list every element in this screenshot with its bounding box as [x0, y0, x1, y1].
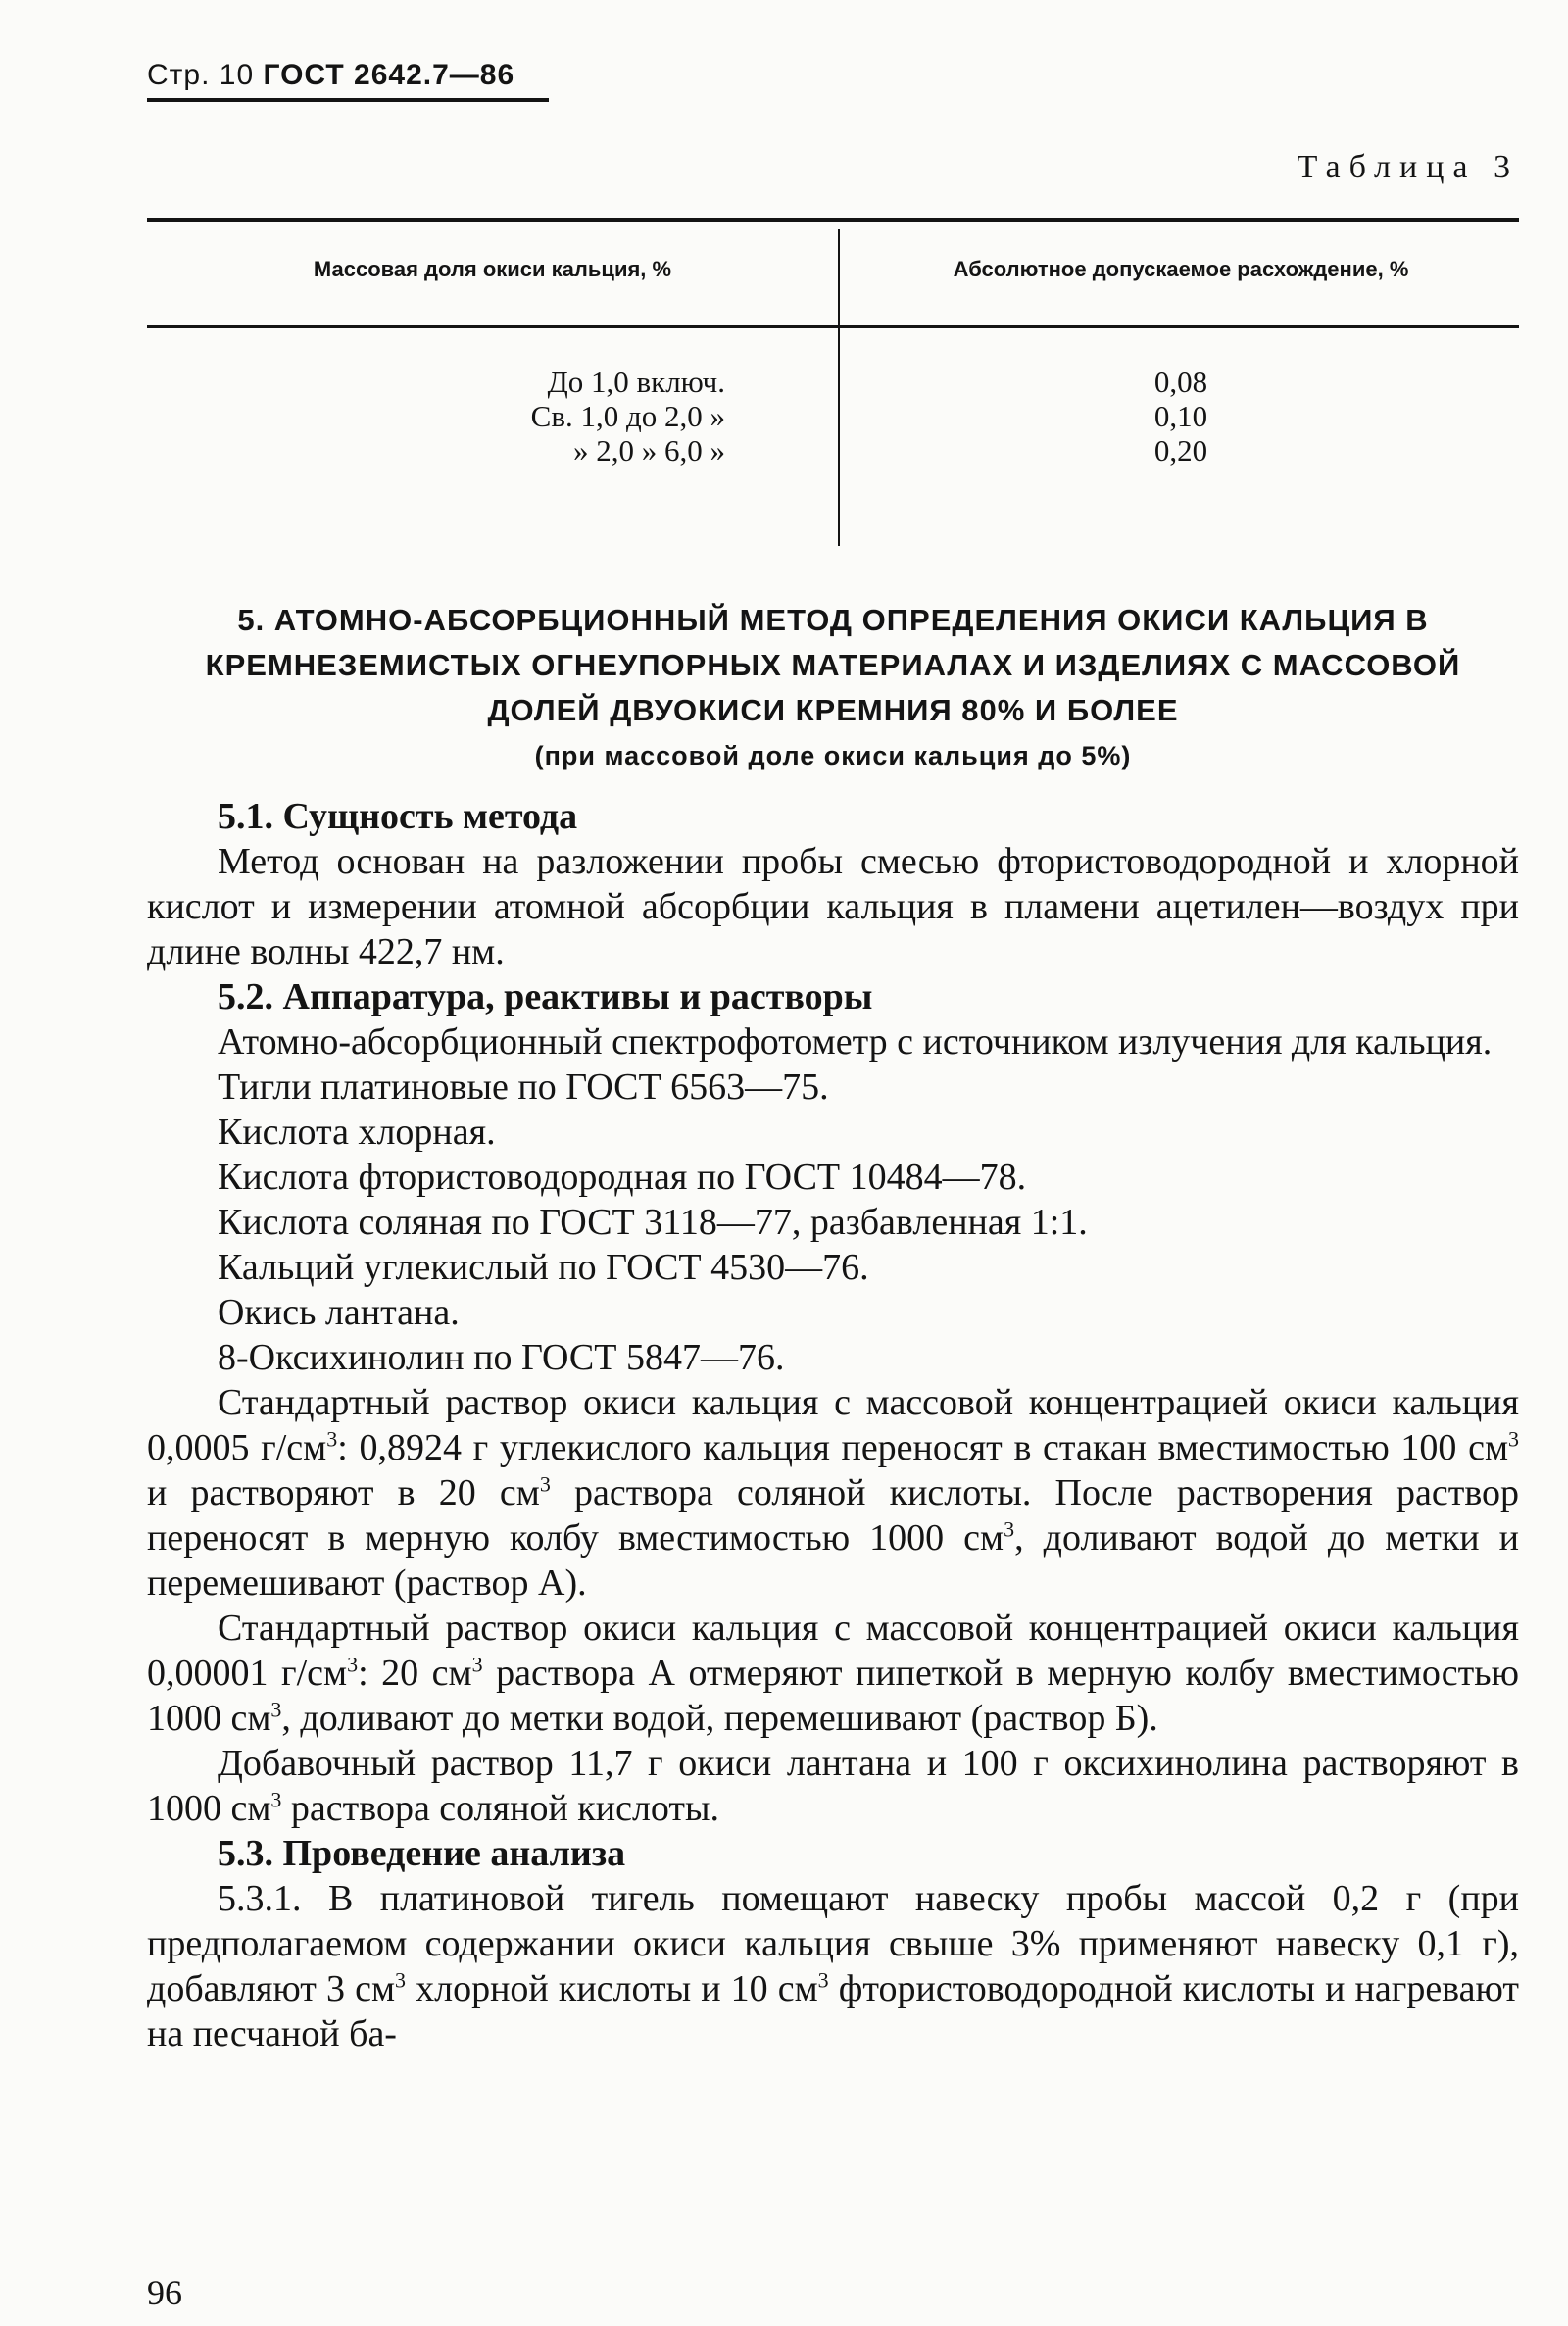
tolerance-table [147, 218, 1519, 546]
table-top-rule [147, 218, 1519, 222]
table-header-rule [147, 325, 1519, 328]
list-item: Тигли платиновые по ГОСТ 6563—75. [218, 1066, 829, 1108]
tolerance-column [843, 365, 1519, 468]
table-cell-value: 0,10 [1153, 399, 1208, 433]
list-item: Кислота фтористоводородная по ГОСТ 10484—78. [218, 1157, 1027, 1198]
table-cell-value: 0,08 [1153, 365, 1208, 399]
table-label: Таблица 3 [1297, 149, 1519, 185]
list-item: Окись лантана. [218, 1292, 460, 1333]
table-cell-range: Св. 1,0 до 2,0 » [530, 399, 725, 433]
paragraph-solution-a: Стандартный раствор окиси кальция с массовой концентрацией окиси кальция 0,0005 $г/см^3$: 0,8924 г углекислого кальция переносят в стакан вместимостью 100 $см^3$ и растворяют в 20 $см^3$ раствора соляной кислоты. После растворения раствор переносят в мерную колбу вместимостью 1000 $см^3$, доливают водой до метки и перемешивают (раствор А). [147, 1382, 1520, 1604]
section-title: 5. АТОМНО-АБСОРБЦИОННЫЙ МЕТОД ОПРЕДЕЛЕНИЯ ОКИСИ КАЛЬЦИЯ В КРЕМНЕЗЕМИСТЫХ ОГНЕУПОРНЫХ МАТЕРИАЛАХ И ИЗДЕЛИЯХ С МАССОВОЙ ДОЛЕЙ ДВУОКИСИ КРЕМНИЯ 80% И БОЛЕЕ [205, 603, 1461, 727]
section-title-block [147, 598, 1519, 778]
page-header [147, 59, 549, 102]
table-cell-value: 0,20 [1153, 433, 1208, 468]
list-item: Кислота хлорная. [218, 1112, 496, 1153]
standard-number: ГОСТ 2642.7—86 [263, 59, 515, 91]
table-column-divider [838, 229, 840, 546]
subsection-heading-5-1: 5.1. Сущность метода [218, 796, 578, 837]
subsection-heading-5-3: 5.3. Проведение анализа [218, 1833, 626, 1874]
mass-fraction-column [167, 365, 725, 468]
table-cell-range: » 2,0 » 6,0 » [573, 433, 725, 468]
page-number: 96 [147, 2273, 182, 2312]
page-label: Стр. 10 [147, 59, 255, 91]
list-item: 8-Оксихинолин по ГОСТ 5847—76. [218, 1337, 785, 1378]
section-subtitle: (при массовой доле окиси кальция до 5%) [534, 741, 1132, 770]
paragraph-additive-solution: Добавочный раствор 11,7 г окиси лантана и 100 г оксихинолина растворяют в 1000 $см^3$ раствора соляной кислоты. [147, 1743, 1519, 1829]
paragraph-solution-b: Стандартный раствор окиси кальция с массовой концентрацией окиси кальция 0,00001 $г/см^3$: 20 $см^3$ раствора А отмеряют пипеткой в мерную колбу вместимостью 1000 $см^3$, доливают до метки водой, перемешивают (раствор Б). [147, 1608, 1519, 1739]
body-text [147, 794, 1519, 2056]
list-item: Атомно-абсорбционный спектрофотометр с источником излучения для кальция. [218, 1021, 1493, 1063]
column-header-mass-fraction: Массовая доля окиси кальция, % [313, 257, 672, 281]
list-item: Кислота соляная по ГОСТ 3118—77, разбавленная 1:1. [218, 1202, 1088, 1243]
list-item: Кальций углекислый по ГОСТ 4530—76. [218, 1247, 869, 1288]
subsection-heading-5-2: 5.2. Аппаратура, реактивы и растворы [218, 976, 873, 1017]
paragraph-analysis-5-3-1: 5.3.1. В платиновой тигель помещают навеску пробы массой 0,2 г (при предполагаемом содержании окиси кальция свыше 3% применяют навеску 0,1 г), добавляют 3 $см^3$ хлорной кислоты и 10 $см^3$ фтористоводородной кислоты и нагревают на песчаной ба- [147, 1878, 1519, 2054]
column-header-tolerance: Абсолютное допускаемое расхождение, % [953, 257, 1409, 281]
paragraph-method-essence: Метод основан на разложении пробы смесью фтористоводородной и хлорной кислот и измерении атомной абсорбции кальция в пламени ацетилен—воздух при длине волны 422,7 нм. [147, 841, 1519, 972]
table-cell-range: До 1,0 включ. [547, 365, 725, 399]
